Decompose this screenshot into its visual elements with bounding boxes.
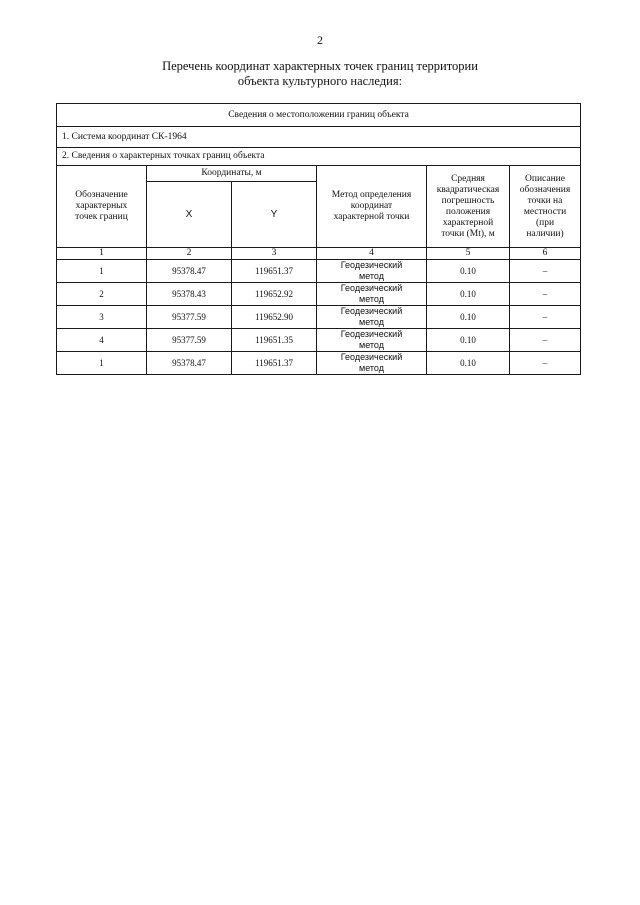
cell-point: 3 bbox=[57, 306, 147, 329]
header-x: X bbox=[147, 182, 232, 248]
cell-accuracy: 0.10 bbox=[427, 260, 510, 283]
column-number: 2 bbox=[147, 248, 232, 260]
cell-y: 119652.90 bbox=[232, 306, 317, 329]
cell-accuracy: 0.10 bbox=[427, 283, 510, 306]
title-line-1: Перечень координат характерных точек границ территории bbox=[162, 59, 478, 73]
cell-x: 95377.59 bbox=[147, 306, 232, 329]
header-description: Описание обозначения точки на местности (при наличии) bbox=[510, 166, 581, 248]
header-y: Y bbox=[232, 182, 317, 248]
cell-description: – bbox=[510, 283, 581, 306]
location-header: Сведения о местоположении границ объекта bbox=[57, 104, 581, 127]
cell-accuracy: 0.10 bbox=[427, 352, 510, 375]
table-row bbox=[57, 260, 581, 283]
table-row bbox=[57, 329, 581, 352]
header-method: Метод определения координат характерной точки bbox=[317, 166, 427, 248]
table-row bbox=[57, 352, 581, 375]
table-row bbox=[57, 283, 581, 306]
cell-method: Геодезический метод bbox=[317, 329, 427, 352]
cell-x: 95378.47 bbox=[147, 352, 232, 375]
cell-x: 95377.59 bbox=[147, 329, 232, 352]
cell-x: 95378.47 bbox=[147, 260, 232, 283]
header-accuracy: Средняя квадратическая погрешность положения характерной точки (Mt), м bbox=[427, 166, 510, 248]
cell-y: 119651.35 bbox=[232, 329, 317, 352]
cell-point: 4 bbox=[57, 329, 147, 352]
cell-description: – bbox=[510, 329, 581, 352]
cell-description: – bbox=[510, 352, 581, 375]
column-number: 5 bbox=[427, 248, 510, 260]
table-row bbox=[57, 306, 581, 329]
title-line-2: объекта культурного наследия: bbox=[237, 74, 403, 88]
cell-method: Геодезический метод bbox=[317, 260, 427, 283]
points-section-header: 2. Сведения о характерных точках границ объекта bbox=[57, 148, 581, 166]
cell-point: 1 bbox=[57, 260, 147, 283]
cell-description: – bbox=[510, 306, 581, 329]
cell-method: Геодезический метод bbox=[317, 352, 427, 375]
cell-method: Геодезический метод bbox=[317, 283, 427, 306]
header-designation: Обозначение характерных точек границ bbox=[57, 166, 147, 248]
column-number: 3 bbox=[232, 248, 317, 260]
cell-y: 119651.37 bbox=[232, 352, 317, 375]
cell-accuracy: 0.10 bbox=[427, 329, 510, 352]
page-number: 2 bbox=[317, 33, 323, 47]
coordinates-table bbox=[56, 103, 581, 375]
column-number: 6 bbox=[510, 248, 581, 260]
document-title bbox=[0, 59, 640, 89]
cell-point: 1 bbox=[57, 352, 147, 375]
column-number: 4 bbox=[317, 248, 427, 260]
coordinate-system: 1. Система координат СК-1964 bbox=[57, 127, 581, 148]
cell-y: 119652.92 bbox=[232, 283, 317, 306]
column-number: 1 bbox=[57, 248, 147, 260]
cell-description: – bbox=[510, 260, 581, 283]
cell-accuracy: 0.10 bbox=[427, 306, 510, 329]
cell-method: Геодезический метод bbox=[317, 306, 427, 329]
cell-x: 95378.43 bbox=[147, 283, 232, 306]
cell-y: 119651.37 bbox=[232, 260, 317, 283]
column-number-row bbox=[57, 248, 581, 260]
cell-point: 2 bbox=[57, 283, 147, 306]
header-coordinates: Координаты, м bbox=[147, 166, 317, 182]
